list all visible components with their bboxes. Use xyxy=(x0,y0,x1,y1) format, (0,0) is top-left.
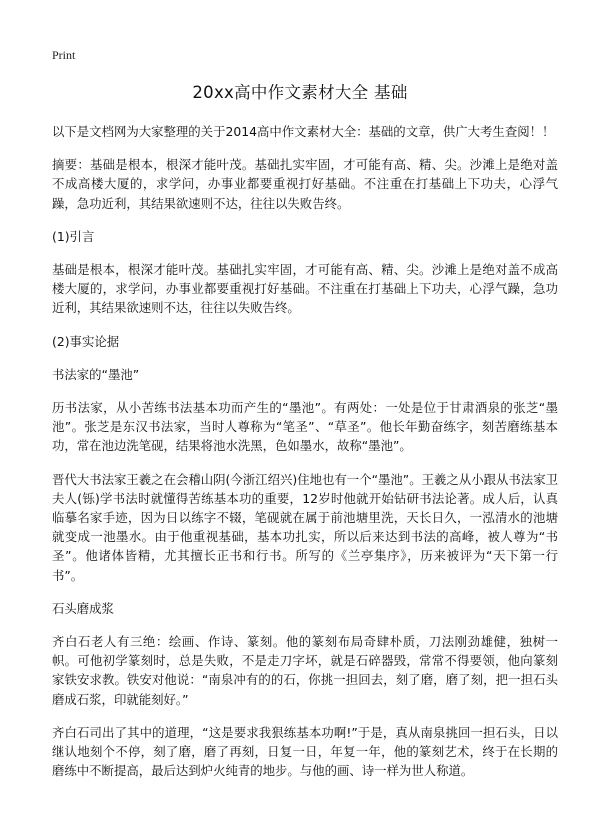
print-label: Print xyxy=(52,48,76,62)
subheading-ink-pool: 书法家的“墨池” xyxy=(52,366,140,382)
abstract-paragraph: 摘要：基础是根本，根深才能叶茂。基础扎实牢固，才可能有高、精、尖。沙滩上是绝对盖不成高楼大厦的，求学问，办事业都要重视打好基础。不注重在打基础上下功夫，心浮气躁，急功近利，其结果欲速则不达，往往以失败告终。 xyxy=(52,157,558,211)
section-heading-evidence: (2)事实论据 xyxy=(52,333,120,349)
introduction-paragraph: 基础是根本，根深才能叶茂。基础扎实牢固，才可能有高、精、尖。沙滩上是绝对盖不成高楼大厦的，求学问，办事业都要重视打好基础。不注重在打基础上下功夫，心浮气躁，急功近利，其结果欲速则不达，往往以失败告终。 xyxy=(52,262,558,316)
ink-pool-paragraph-2: 晋代大书法家王羲之在会稽山阴(今浙江绍兴)住地也有一个“墨池”。王羲之从小跟从书法家卫夫人(铄)学书法时就懂得苦练基本功的重要，12岁时他就开始钻研书法论著。成人后，认真临摹名家手迹，因为日以练字不辍，笔砚就在属于前池塘里洗，天长日久，一泓清水的池塘就变成一池墨水。由于他重视基础，基本功扎实，所以后来达到书法的高峰，被人尊为“书圣”。他诸体皆精，尤其擅长正书和行书。所写的《兰亭集序》，历来被评为“天下第一行书”。 xyxy=(52,471,558,583)
stone-grinding-paragraph-2: 齐白石司出了其中的道理，“这是要求我狠练基本功啊!”于是，真从南泉挑回一担石头，日以继认地刻个不停，刻了磨，磨了再刻，日复一日，年复一年，他的篆刻艺术，终于在长期的磨练中不断提高，最后达到炉火纯青的地步。与他的画、诗一样为世人称道。 xyxy=(52,724,558,779)
ink-pool-paragraph-1: 历书法家，从小苦练书法基本功而产生的“墨池”。有两处：一处是位于甘肃酒泉的张芝“墨池”。张芝是东汉书法家，当时人尊称为“笔圣”、“草圣”。他长年勤奋练字，刻苦磨练基本功，常在池边洗笔砚，结果将池水洗黑，色如墨水，故称“墨池”。 xyxy=(52,400,558,454)
section-heading-introduction: (1)引言 xyxy=(52,228,95,244)
subheading-stone-grinding: 石头磨成浆 xyxy=(52,600,114,616)
document-body xyxy=(52,122,558,790)
intro-paragraph: 以下是文档网为大家整理的关于2014高中作文素材大全：基础的文章，供广大考生查阅！！ xyxy=(52,124,555,139)
page-title: 20xx高中作文素材大全 基础 xyxy=(192,83,408,102)
stone-grinding-paragraph-1: 齐白石老人有三绝：绘画、作诗、篆刻。他的篆刻布局奇肆朴质，刀法刚劲雄健，独树一帜。可他初学篆刻时，总是失败，不是走刀字坏，就是石碎器毁，常常不得要领，他向篆刻家铁安求教。铁安对他说：“南泉冲有的的石，你挑一担回去，刻了磨，磨了刻，把一担石头磨成石浆，印就能刻好。” xyxy=(52,634,558,707)
